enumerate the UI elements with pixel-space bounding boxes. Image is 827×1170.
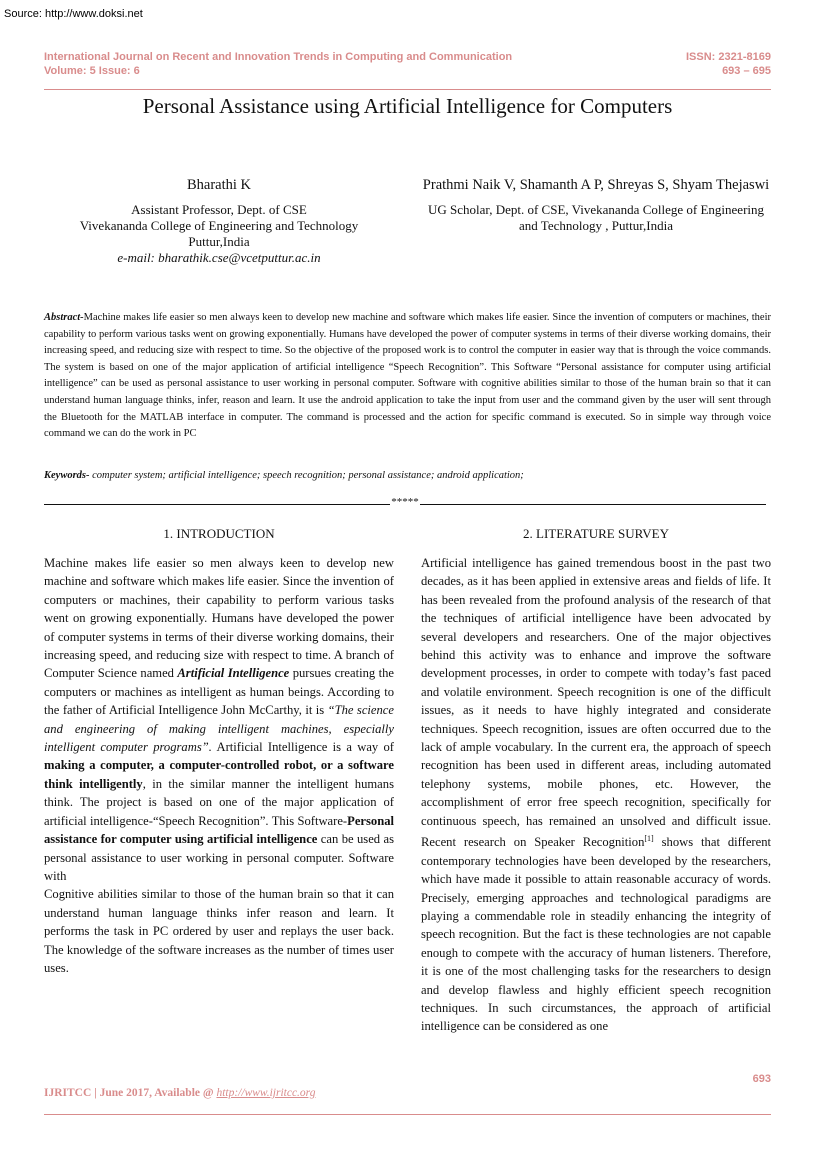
- separator-line-right: [420, 504, 766, 505]
- author-1-email: e-mail: bharathik.cse@vcetputtur.ac.in: [117, 250, 321, 265]
- intro-text-3: Artificial Intelligence is a way of: [211, 740, 394, 755]
- footer-text: IJRITCC | June 2017, Available @: [44, 1087, 217, 1099]
- footer-rule: [44, 1114, 771, 1115]
- abstract-label: Abstract-: [44, 312, 84, 323]
- footer: [44, 1087, 315, 1099]
- author-1: [44, 176, 394, 266]
- abstract-text: Machine makes life easier so men always keen to develop new machine and software which makes life easier. Since the invention of computers or machines, their capability to perform various tasks went on growing exponentially. Humans have developed the power of computer systems in terms of their diverse working domains, their increasing speed, and reducing size with respect to time. So the objective of the proposed work is to control the computer in easier way that is through the voice commands. The system is based on one of the major application of artificial intelligence “Speech Recognition”. This Software “Personal assistance for computer using artificial intelligence” can be used as personal assistance to user working in personal computer. Software with cognitive abilities similar to those of the human brain so that it can understand human language thinks, infer, reason and learn. It use the android application to take the input from user and the command given by the user will sent through the Bluetooth for the MATLAB interface in computer. The command is processed and the action for specific command is executed. So in simple way through voice command we can do the work in PC: [44, 312, 771, 440]
- journal-name: International Journal on Recent and Innovation Trends in Computing and Communication: [44, 51, 513, 63]
- author-1-college: Vivekananda College of Engineering and Technology: [79, 218, 359, 233]
- author-1-name: Bharathi K: [186, 177, 252, 193]
- keywords: [44, 470, 771, 481]
- intro-text-4: , in the similar manner the intelligent humans think. The project is based on one of the major application of artificial intelligence-“Speech Recognition”. This Software-: [44, 776, 394, 828]
- intro-paragraph-1: [44, 554, 394, 885]
- journal-volume: Volume: 5 Issue: 6: [44, 65, 140, 77]
- source-label: Source: http://www.doksi.net: [4, 8, 143, 20]
- intro-text-5: can be used as personal assistance to user working in personal computer. Software with: [44, 832, 394, 883]
- lit-text-1: Artificial intelligence has gained tremendous boost in the past two decades, as it has been applied in extensive areas and fields of life. It has been revealed from the profound analysis of the research of that the techniques of artificial intelligence have been advocated by several developers and researchers. One of the major objectives behind this activity was to enhance and improve the software development processes, in order to compete with today’s fast paced and volatile environment. Speech recognition is one of the difficult issues, as it needs to have highly integrated and considerate techniques. Speech recognition, issues are often occurred due to the lack of ample vocabulary. In the current era, the approach of speech recognition has been used in different areas, including automated telephony systems, mobile phones, etc. However, the accomplishment of error free speech recognition, specifically for continuous speech, has remained an unsolved and difficult issue. Recent research on Speaker Recognition: [421, 556, 771, 850]
- intro-bold-2: making a computer, a computer-controlled robot, or a software think intelligently: [44, 758, 394, 791]
- author-2-affiliation: UG Scholar, Dept. of CSE, Vivekananda College of Engineering and Technology , Puttur,India: [427, 202, 765, 233]
- paper-title: Personal Assistance using Artificial Intelligence for Computers: [142, 94, 673, 118]
- intro-quote: “The science and engineering of making intelligent machines, especially intelligent computer programs”.: [44, 703, 394, 755]
- separator-line-left: [44, 504, 390, 505]
- footer-link[interactable]: http://www.ijritcc.org: [216, 1087, 316, 1099]
- keywords-text: computer system; artificial intelligence; speech recognition; personal assistance; android application;: [89, 470, 524, 481]
- page-number: 693: [752, 1073, 771, 1085]
- intro-text-2: pursues creating the computers or machines as intelligent as human beings. According to the father of Artificial Intelligence John McCarthy, it is: [44, 666, 394, 718]
- section-separator: [44, 496, 766, 508]
- separator-stars: *****: [391, 496, 419, 508]
- section-2-heading: 2. LITERATURE SURVEY: [523, 526, 669, 541]
- citation-ref: [1]: [644, 834, 654, 844]
- header-rule: [44, 89, 771, 90]
- author-2: [421, 176, 771, 234]
- keywords-label: Keywords-: [44, 470, 90, 481]
- journal-pages: 693 – 695: [722, 65, 771, 77]
- section-1-heading: 1. INTRODUCTION: [163, 526, 275, 541]
- intro-paragraph-2: Cognitive abilities similar to those of the human brain so that it can understand human language thinks infer reason and learn. It performs the task in PC ordered by user and replays the user back. The knowledge of the software increases as the number of times user uses.: [44, 887, 394, 975]
- intro-text-1: Machine makes life easier so men always keen to develop new machine and software which makes life easier. Since the invention of computers or machines, their capability to perform various tasks went on growing exponentially. Humans have developed the power of computer systems in terms of their diverse working domains, their increasing speed, and reducing size with respect to time. A branch of Computer Science named: [44, 556, 394, 681]
- author-1-position: Assistant Professor, Dept. of CSE: [131, 202, 307, 217]
- author-2-names: Prathmi Naik V, Shamanth A P, Shreyas S, Shyam Thejaswi: [422, 177, 770, 193]
- introduction-column: [44, 554, 394, 977]
- lit-text-2: shows that different contemporary technologies have been developed by the researchers, which have made it possible to attain reasonable accuracy of words. Precisely, emerging approaches and technological paradigms are playing a commendable role in steadily enhancing the integrity of speech recognition. But the fact is these technologies are not capable enough to compete with the accuracy of human listeners. Therefore, it is one of the most challenging tasks for the researchers to design and develop flawless and highly efficient speech recognition techniques. In such circumstances, the approach of artificial intelligence can be considered as one: [421, 835, 772, 1034]
- abstract: [44, 310, 771, 443]
- literature-column: [421, 554, 771, 1036]
- literature-paragraph: [421, 554, 771, 1036]
- author-1-location: Puttur,India: [188, 234, 250, 249]
- intro-bold-3: Personal assistance for computer using artificial intelligence: [44, 813, 394, 847]
- journal-issn: ISSN: 2321-8169: [686, 51, 771, 63]
- intro-bold-1: Artificial Intelligence: [177, 666, 290, 681]
